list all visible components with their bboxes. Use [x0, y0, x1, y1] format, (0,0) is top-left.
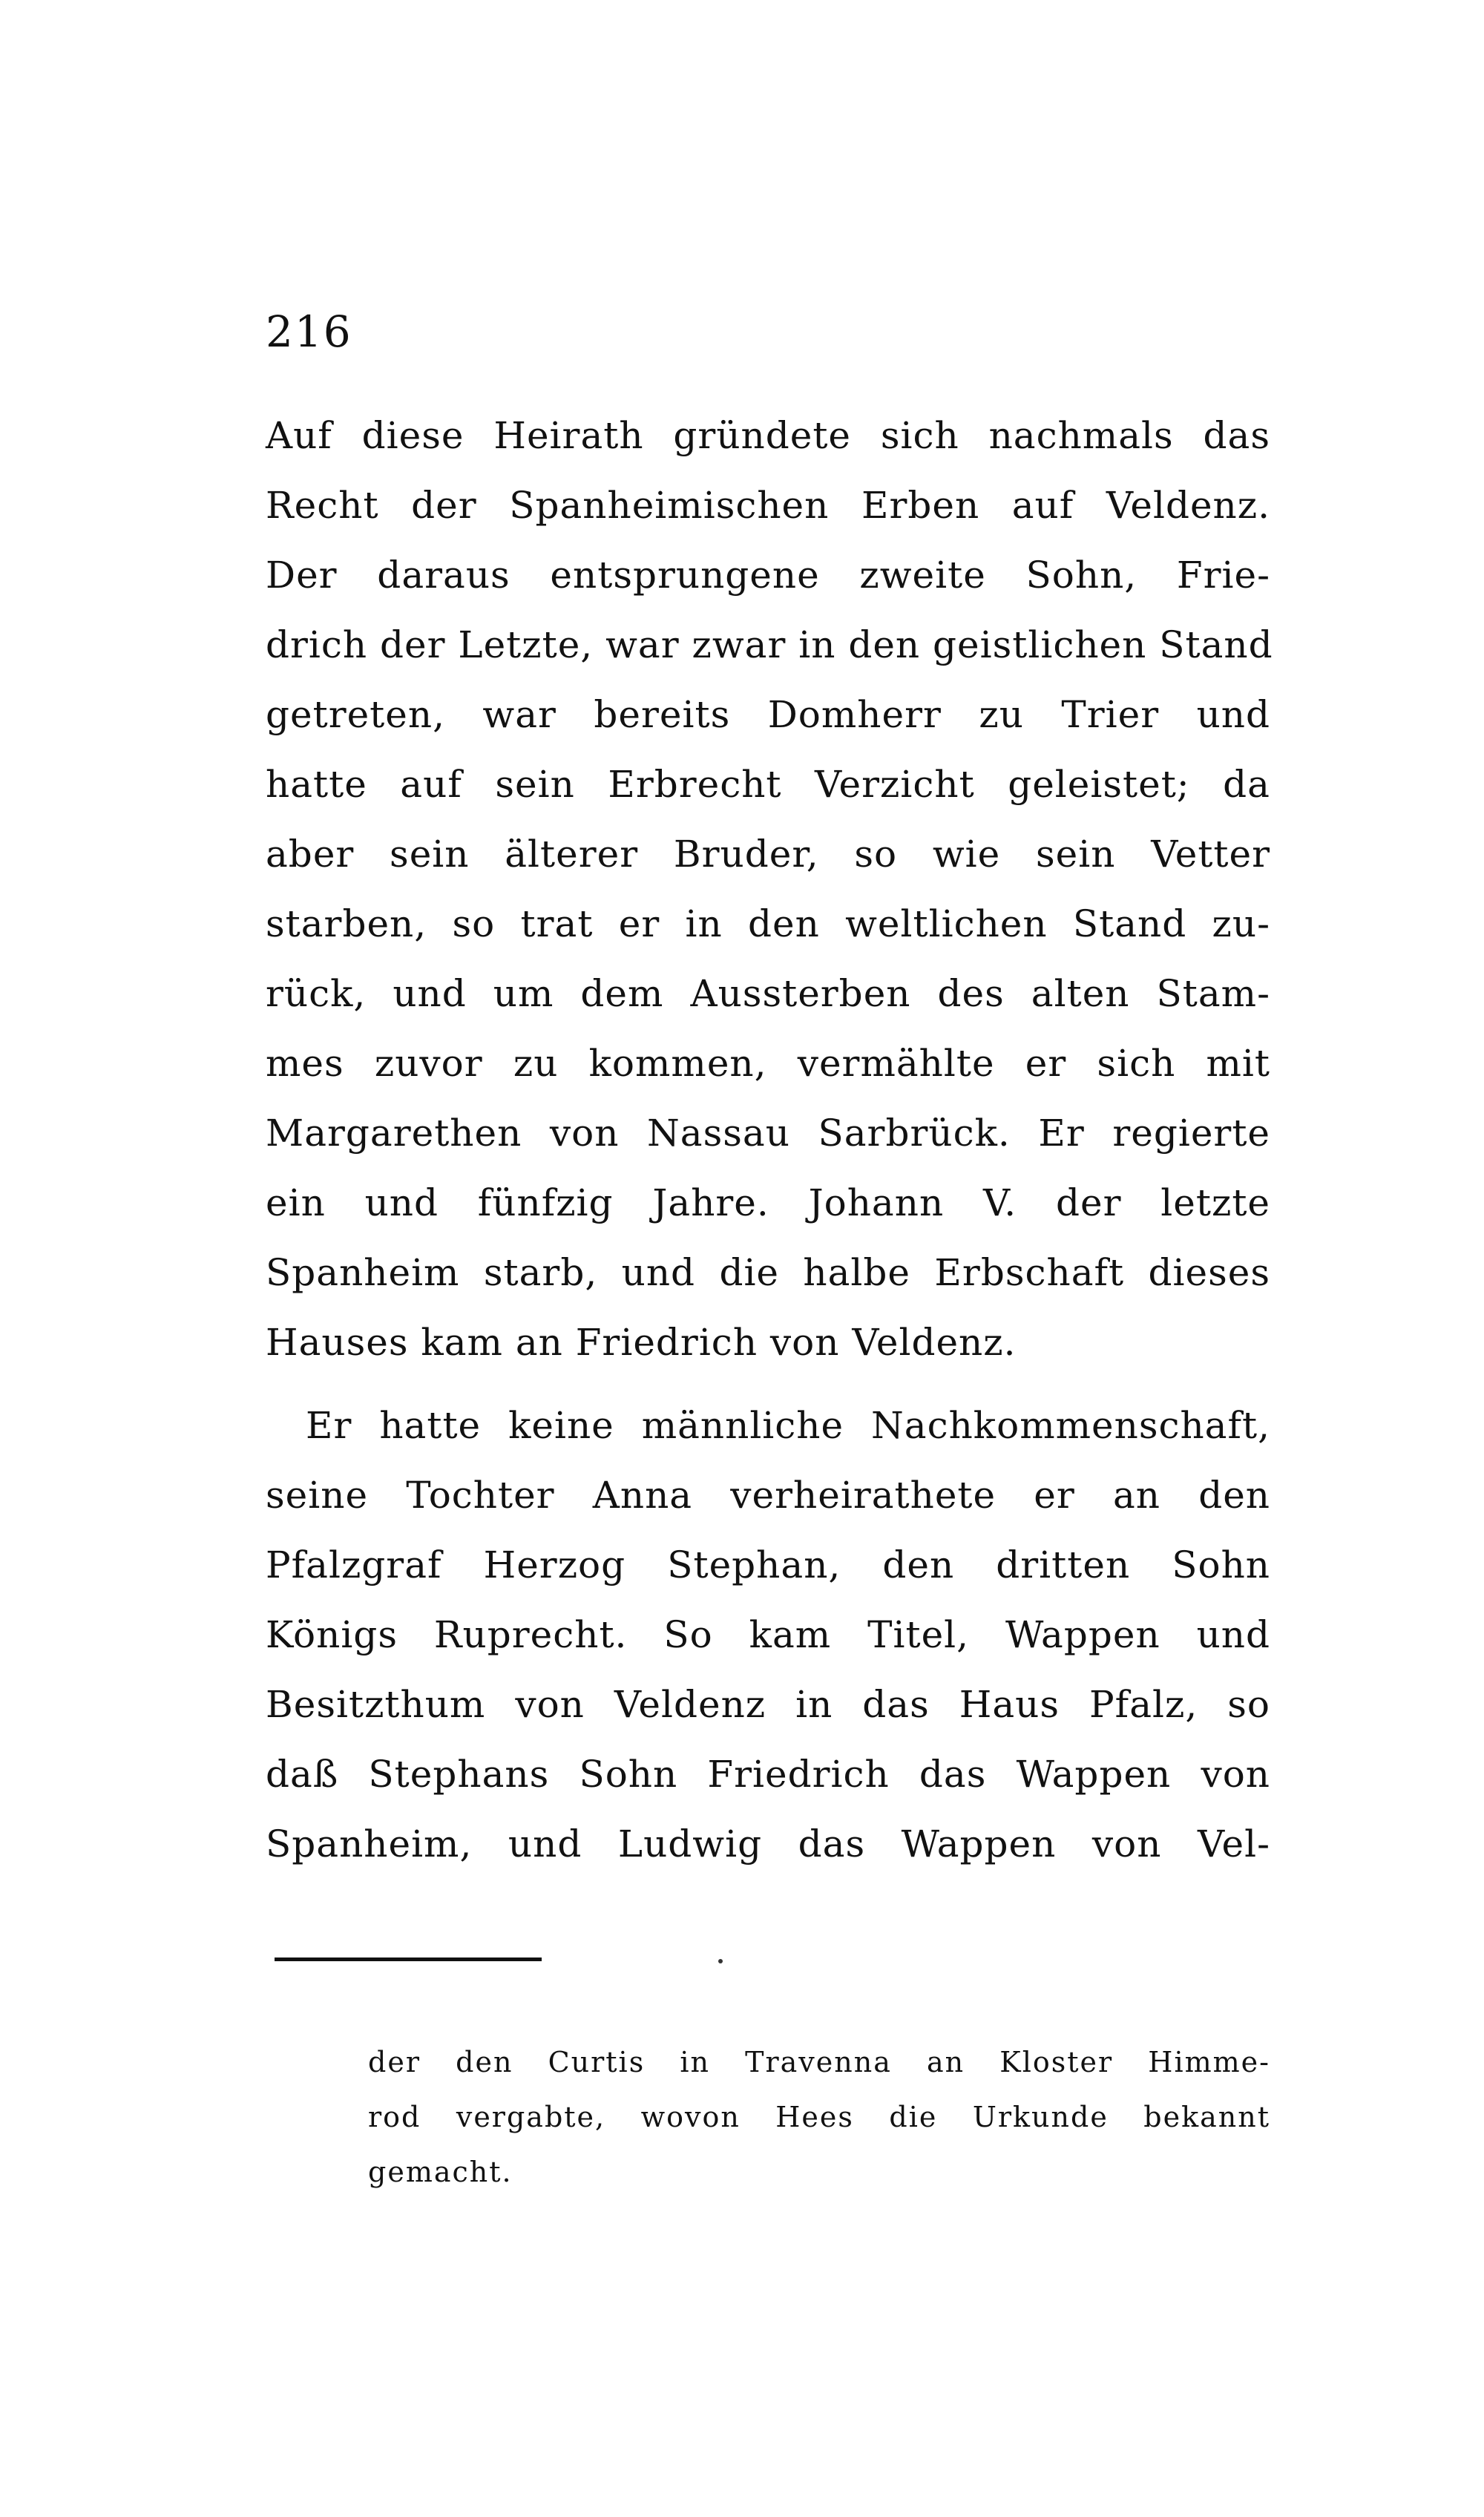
text-line: starben, so trat er in den weltlichen Stand zu-: [266, 902, 1270, 945]
text-line: Auf diese Heirath gründete sich nachmals das: [266, 414, 1270, 457]
text-line: rück, und um dem Aussterben des alten Stam-: [266, 972, 1270, 1015]
text-line: aber sein älterer Bruder, so wie sein Vetter: [266, 833, 1270, 876]
paragraph-break: [266, 1377, 1270, 1391]
text-line: Recht der Spanheimischen Erben auf Veldenz.: [266, 484, 1270, 527]
text-line: Margarethen von Nassau Sarbrück. Er regierte: [266, 1112, 1270, 1155]
text-line: hatte auf sein Erbrecht Verzicht geleistet; da: [266, 763, 1270, 806]
text-line: mes zuvor zu kommen, vermählte er sich mit: [266, 1042, 1270, 1085]
text-line: Er hatte keine männliche Nachkommenschaft,: [306, 1404, 1270, 1447]
text-line: Spanheim, und Ludwig das Wappen von Vel-: [266, 1822, 1270, 1865]
footnote-line: der den Curtis in Travenna an Kloster Himme-: [368, 2046, 1270, 2078]
text-line: daß Stephans Sohn Friedrich das Wappen von: [266, 1753, 1270, 1796]
text-line: ein und fünfzig Jahre. Johann V. der letzte: [266, 1181, 1270, 1224]
text-line: Besitzthum von Veldenz in das Haus Pfalz, so: [266, 1683, 1270, 1726]
footnote-line: gemacht.: [368, 2156, 513, 2188]
ink-speck: [718, 1959, 723, 1963]
footnote-divider: [275, 1958, 542, 1961]
footnote-line: rod vergabte, wovon Hees die Urkunde bekannt: [368, 2101, 1270, 2133]
main-text: [266, 401, 1273, 1879]
text-line: getreten, war bereits Domherr zu Trier und: [266, 693, 1270, 736]
text-line: seine Tochter Anna verheirathete er an den: [266, 1474, 1270, 1517]
text-line: drich der Letzte, war zwar in den geistlichen Stand: [266, 623, 1273, 666]
page-number: 216: [266, 306, 352, 357]
text-line: Der daraus entsprungene zweite Sohn, Frie-: [266, 554, 1270, 597]
text-line: Hauses kam an Friedrich von Veldenz.: [266, 1321, 1017, 1364]
text-line: Pfalzgraf Herzog Stephan, den dritten Sohn: [266, 1543, 1270, 1586]
text-line: Königs Ruprecht. So kam Titel, Wappen und: [266, 1613, 1270, 1656]
text-line: Spanheim starb, und die halbe Erbschaft dieses: [266, 1251, 1270, 1294]
footnote: [368, 2035, 1270, 2199]
